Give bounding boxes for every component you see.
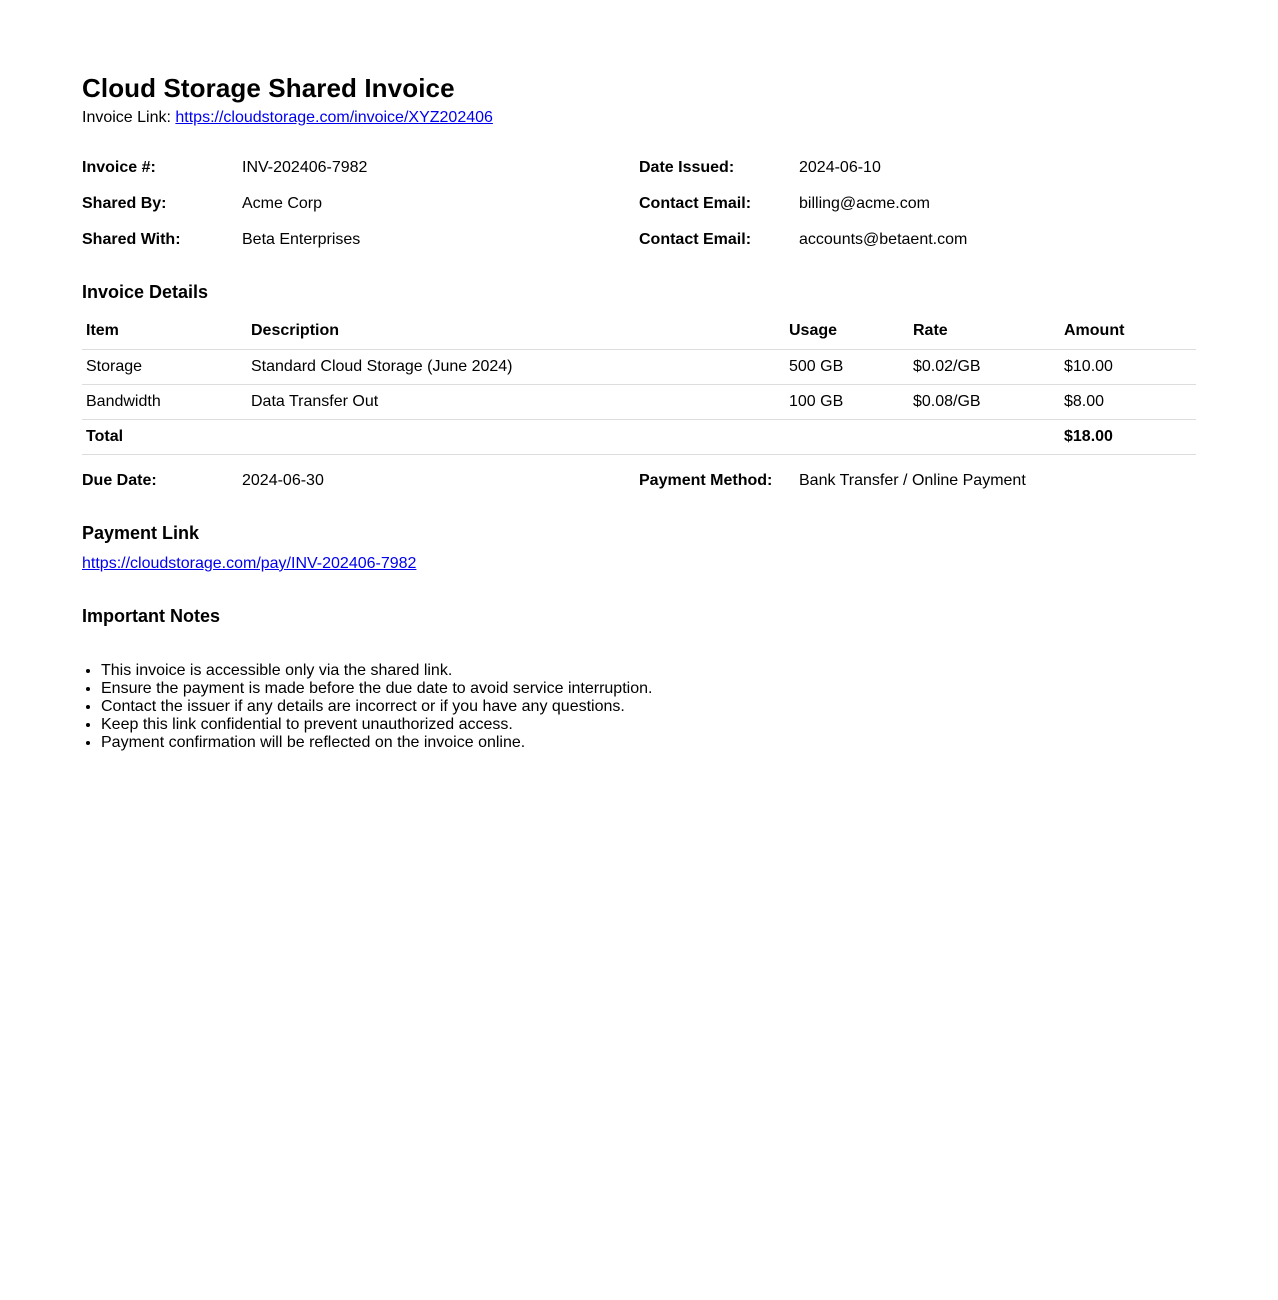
date-issued-value: 2024-06-10 [799, 159, 881, 176]
empty-cell [247, 419, 785, 454]
shared-with-email-value: accounts@betaent.com [799, 231, 968, 248]
column-header-rate: Rate [909, 314, 1060, 349]
cell-rate: $0.02/GB [909, 349, 1060, 384]
cell-rate: $0.08/GB [909, 384, 1060, 419]
list-item: • Keep this link confidential to prevent unauthorized access. [101, 716, 652, 734]
cell-item: Bandwidth [82, 384, 247, 419]
column-header-description: Description [247, 314, 785, 349]
invoice-link[interactable]: https://cloudstorage.com/invoice/XYZ202406 [175, 109, 493, 126]
payment-link-heading: Payment Link [82, 523, 200, 543]
cell-usage: 100 GB [785, 384, 909, 419]
payment-method-value: Bank Transfer / Online Payment [799, 472, 1026, 489]
column-header-item: Item [82, 314, 247, 349]
shared-with-email-label: Contact Email: [639, 231, 752, 248]
shared-by-value: Acme Corp [242, 195, 323, 212]
payment-link[interactable]: https://cloudstorage.com/pay/INV-202406-7982 [82, 555, 417, 572]
info-row-invoice [82, 159, 1196, 179]
cell-amount: $8.00 [1060, 384, 1196, 419]
cell-description: Data Transfer Out [247, 384, 785, 419]
list-item: • This invoice is accessible only via the shared link. [101, 662, 652, 680]
payment-link-line [82, 555, 416, 573]
shared-by-email-value: billing@acme.com [799, 195, 930, 212]
table-header-row [82, 314, 1196, 349]
shared-with-value: Beta Enterprises [242, 231, 361, 248]
total-amount: $18.00 [1060, 419, 1196, 454]
due-date-label: Due Date: [82, 472, 157, 489]
info-row-shared-with [82, 231, 1196, 251]
shared-with-label: Shared With: [82, 231, 181, 248]
table-row [82, 349, 1196, 384]
date-issued-label: Date Issued: [639, 159, 735, 176]
invoice-number-label: Invoice #: [82, 159, 156, 176]
important-notes-list [82, 662, 652, 752]
important-notes-heading: Important Notes [82, 606, 221, 626]
shared-by-email-label: Contact Email: [639, 195, 752, 212]
cell-amount: $10.00 [1060, 349, 1196, 384]
info-row-shared-by [82, 195, 1196, 215]
list-item: • Contact the issuer if any details are incorrect or if you have any questions. [101, 698, 652, 716]
page-title: Cloud Storage Shared Invoice [82, 73, 455, 103]
info-row-payment [82, 472, 1196, 492]
table-total-row [82, 419, 1196, 454]
cell-item: Storage [82, 349, 247, 384]
empty-cell [909, 419, 1060, 454]
invoice-link-line [82, 109, 493, 127]
empty-cell [785, 419, 909, 454]
invoice-details-heading: Invoice Details [82, 282, 209, 302]
invoice-number-value: INV-202406-7982 [242, 159, 368, 176]
invoice-link-label: Invoice Link: [82, 109, 171, 126]
total-label: Total [82, 419, 247, 454]
list-item: • Payment confirmation will be reflected on the invoice online. [101, 734, 652, 752]
list-item: • Ensure the payment is made before the due date to avoid service interruption. [101, 680, 652, 698]
cell-usage: 500 GB [785, 349, 909, 384]
table-row [82, 384, 1196, 419]
due-date-value: 2024-06-30 [242, 472, 324, 489]
shared-by-label: Shared By: [82, 195, 167, 212]
invoice-details-table [82, 314, 1196, 455]
column-header-usage: Usage [785, 314, 909, 349]
column-header-amount: Amount [1060, 314, 1196, 349]
cell-description: Standard Cloud Storage (June 2024) [247, 349, 785, 384]
payment-method-label: Payment Method: [639, 472, 773, 489]
